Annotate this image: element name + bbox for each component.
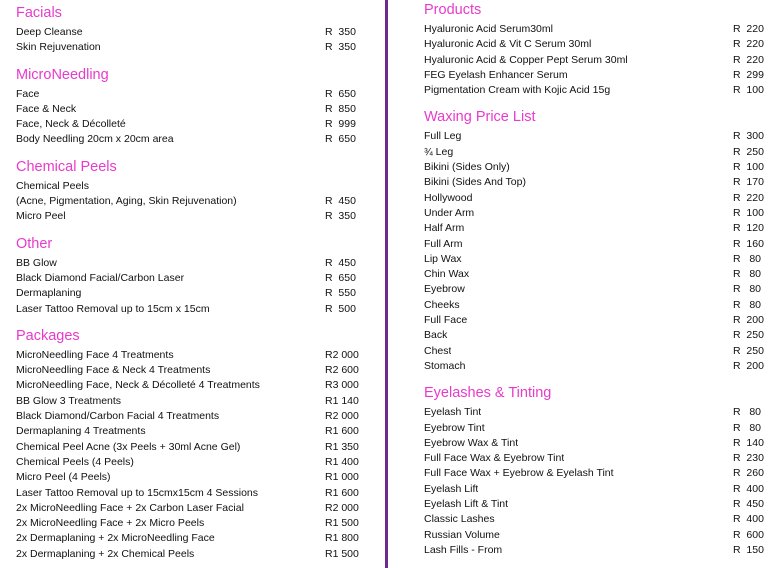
service-name: Eyelash Lift — [424, 482, 479, 495]
price-row — [16, 501, 361, 516]
price-row — [424, 191, 766, 206]
service-name: Bikini (Sides Only) — [424, 161, 510, 174]
price-row — [16, 179, 361, 194]
service-price: R 200 — [733, 314, 764, 327]
price-row — [16, 424, 361, 439]
service-price: R 250 — [733, 329, 764, 342]
service-price: R 220 — [733, 38, 764, 51]
service-price: R 80 — [733, 283, 762, 296]
price-row — [16, 547, 361, 562]
price-row — [424, 298, 766, 313]
price-row — [16, 25, 361, 40]
service-name: Micro Peel (4 Peels) — [16, 471, 111, 484]
service-name: Eyebrow Wax & Tint — [424, 436, 519, 449]
service-name: FEG Eyelash Enhancer Serum — [424, 68, 568, 81]
service-name: Laser Tattoo Removal up to 15cm x 15cm — [16, 302, 210, 315]
price-row — [16, 394, 361, 409]
price-row — [424, 344, 766, 359]
service-name: Micro Peel — [16, 210, 66, 223]
price-row — [424, 237, 766, 252]
price-row — [424, 359, 766, 374]
service-name: Laser Tattoo Removal up to 15cmx15cm 4 Sessions — [16, 486, 259, 499]
service-price: R 350 — [325, 210, 356, 223]
section-waxing-price-list — [424, 108, 766, 374]
service-price: R 550 — [325, 287, 356, 300]
service-name: Full Face Wax & Eyebrow Tint — [424, 452, 565, 465]
price-row — [424, 543, 766, 558]
section-title: Waxing Price List — [424, 109, 536, 126]
service-price: R 400 — [733, 482, 764, 495]
service-price: R 200 — [733, 359, 764, 372]
price-row — [424, 221, 766, 236]
section-title: Products — [424, 2, 482, 18]
section-chemical-peels — [16, 158, 361, 225]
service-price: R3 000 — [325, 379, 359, 392]
service-name: Back — [424, 329, 448, 342]
section-microneedling — [16, 66, 361, 148]
service-price: R 220 — [733, 53, 764, 66]
service-price: R 250 — [733, 145, 764, 158]
price-row — [424, 22, 766, 37]
section-eyelashes-tinting — [424, 384, 766, 558]
price-list-left-column — [16, 4, 361, 562]
service-name: Eyebrow — [424, 283, 465, 296]
price-row — [16, 102, 361, 117]
price-row — [424, 405, 766, 420]
service-name: Black Diamond/Carbon Facial 4 Treatments — [16, 410, 220, 423]
service-price: R 80 — [733, 406, 762, 419]
price-row — [424, 175, 766, 190]
service-name: Face & Neck — [16, 102, 77, 115]
service-name: Full Face — [424, 314, 468, 327]
service-name: Dermaplaning — [16, 287, 82, 300]
service-name: Chin Wax — [424, 268, 470, 281]
service-price: R 350 — [325, 41, 356, 54]
service-price: R2 000 — [325, 410, 359, 423]
section-title: Other — [16, 235, 53, 252]
service-price: R 350 — [325, 26, 356, 38]
service-name: Chemical Peel Acne (3x Peels + 30ml Acne Gel) — [16, 440, 241, 453]
section-title: MicroNeedling — [16, 66, 109, 83]
service-name: Hyaluronic Acid & Vit C Serum 30ml — [424, 38, 592, 51]
service-price: R 80 — [733, 252, 762, 265]
price-row — [16, 194, 361, 209]
price-row — [424, 436, 766, 451]
price-row — [16, 455, 361, 470]
service-price: R2 600 — [325, 364, 359, 377]
service-name: Lash Fills - From — [424, 543, 503, 556]
section-packages — [16, 327, 361, 562]
price-row — [16, 348, 361, 363]
service-name: Full Face Wax + Eyebrow & Eyelash Tint — [424, 467, 614, 480]
service-name: Hyaluronic Acid Serum30ml — [424, 23, 553, 35]
service-price: R 450 — [733, 498, 764, 511]
price-row — [424, 206, 766, 221]
service-price: R 140 — [733, 436, 764, 449]
service-price: R1 350 — [325, 440, 359, 453]
service-name: Full Arm — [424, 237, 463, 250]
price-row — [16, 486, 361, 501]
price-row — [16, 40, 361, 55]
service-price: R 100 — [733, 206, 764, 219]
price-row — [16, 302, 361, 317]
service-name: Lip Wax — [424, 252, 462, 265]
price-row — [16, 531, 361, 546]
service-price: R1 000 — [325, 471, 359, 484]
price-row — [16, 363, 361, 378]
service-name: BB Glow — [16, 256, 57, 269]
service-name: MicroNeedling Face 4 Treatments — [16, 348, 174, 361]
service-name: Skin Rejuvenation — [16, 41, 101, 54]
section-title: Eyelashes & Tinting — [424, 385, 552, 402]
price-row — [16, 209, 361, 224]
price-row — [16, 286, 361, 301]
price-row — [16, 87, 361, 102]
service-name: Chemical Peels (4 Peels) — [16, 455, 134, 468]
service-price: R 220 — [733, 191, 764, 204]
service-price: R 650 — [325, 133, 356, 146]
price-row — [424, 252, 766, 267]
price-row — [16, 516, 361, 531]
service-price: R2 000 — [325, 348, 359, 361]
section-other — [16, 235, 361, 317]
price-row — [424, 83, 766, 98]
service-price: R 100 — [733, 84, 764, 97]
service-price: R 650 — [325, 87, 356, 100]
service-price: R2 000 — [325, 501, 359, 514]
service-price: R 230 — [733, 452, 764, 465]
price-row — [424, 482, 766, 497]
service-name: (Acne, Pigmentation, Aging, Skin Rejuvenation) — [16, 195, 237, 208]
price-row — [424, 37, 766, 52]
price-row — [424, 528, 766, 543]
price-row — [424, 267, 766, 282]
service-price: R 600 — [733, 528, 764, 541]
service-name: Dermaplaning 4 Treatments — [16, 425, 146, 438]
price-row — [424, 145, 766, 160]
service-price: R1 500 — [325, 547, 359, 560]
service-price: R 100 — [733, 161, 764, 174]
service-name: Pigmentation Cream with Kojic Acid 15g — [424, 84, 611, 97]
service-price: R1 140 — [325, 394, 359, 407]
service-name: Eyelash Tint — [424, 406, 482, 419]
price-row — [16, 378, 361, 393]
service-price: R 999 — [325, 118, 356, 131]
price-row — [16, 256, 361, 271]
service-name: Bikini (Sides And Top) — [424, 176, 526, 189]
price-row — [424, 313, 766, 328]
price-row — [16, 271, 361, 286]
service-price: R 850 — [325, 102, 356, 115]
service-name: Full Leg — [424, 130, 462, 143]
price-row — [424, 68, 766, 83]
service-price: R 80 — [733, 268, 762, 281]
price-row — [424, 53, 766, 68]
price-row — [424, 451, 766, 466]
service-price: R 450 — [325, 195, 356, 208]
service-name: Stomach — [424, 359, 466, 372]
price-row — [424, 512, 766, 527]
service-name: Deep Cleanse — [16, 26, 83, 38]
service-name: Eyelash Lift & Tint — [424, 498, 509, 511]
service-name: 2x Dermaplaning + 2x Chemical Peels — [16, 547, 195, 560]
service-name: Face — [16, 87, 40, 100]
service-name: Body Needling 20cm x 20cm area — [16, 133, 174, 146]
service-price: R 170 — [733, 176, 764, 189]
service-price: R 220 — [733, 23, 764, 35]
service-name: 2x MicroNeedling Face + 2x Carbon Laser Facial — [16, 501, 244, 514]
service-price: R 299 — [733, 68, 764, 81]
price-row — [424, 328, 766, 343]
service-price: R 260 — [733, 467, 764, 480]
service-price: R1 800 — [325, 532, 359, 545]
price-row — [424, 282, 766, 297]
section-title: Packages — [16, 327, 80, 344]
service-price: R 80 — [733, 421, 762, 434]
section-title: Facials — [16, 5, 62, 21]
price-row — [16, 470, 361, 485]
service-price: R1 400 — [325, 455, 359, 468]
service-price: R 150 — [733, 543, 764, 556]
service-price: R1 500 — [325, 517, 359, 530]
service-name: Chemical Peels — [16, 179, 89, 192]
service-name: Under Arm — [424, 206, 475, 219]
service-name: 2x MicroNeedling Face + 2x Micro Peels — [16, 517, 205, 530]
service-price: R1 600 — [325, 486, 359, 499]
column-divider — [385, 0, 388, 568]
service-price: R 120 — [733, 222, 764, 235]
service-price: R 400 — [733, 513, 764, 526]
service-name: Classic Lashes — [424, 513, 495, 526]
service-price: R 500 — [325, 302, 356, 315]
service-name: Black Diamond Facial/Carbon Laser — [16, 271, 185, 284]
service-name: MicroNeedling Face, Neck & Décolleté 4 Treatments — [16, 379, 260, 392]
price-row — [16, 409, 361, 424]
price-row — [16, 117, 361, 132]
section-title: Chemical Peels — [16, 158, 117, 175]
service-price: R 160 — [733, 237, 764, 250]
service-name: 2x Dermaplaning + 2x MicroNeedling Face — [16, 532, 215, 545]
price-row — [424, 160, 766, 175]
service-price: R 300 — [733, 130, 764, 143]
service-name: Hollywood — [424, 191, 473, 204]
service-price: R 450 — [325, 256, 356, 269]
service-name: BB Glow 3 Treatments — [16, 394, 122, 407]
service-name: ¾ Leg — [424, 145, 454, 158]
service-name: Russian Volume — [424, 528, 500, 541]
price-list-right-column — [424, 1, 766, 558]
price-row — [16, 440, 361, 455]
service-price: R1 600 — [325, 425, 359, 438]
service-name: MicroNeedling Face & Neck 4 Treatments — [16, 364, 211, 377]
service-price: R 650 — [325, 271, 356, 284]
service-price: R 250 — [733, 344, 764, 357]
section-facials — [16, 4, 361, 56]
service-name: Half Arm — [424, 222, 465, 235]
service-name: Chest — [424, 344, 452, 357]
price-row — [424, 129, 766, 144]
service-name: Cheeks — [424, 298, 460, 311]
price-row — [424, 421, 766, 436]
service-name: Hyaluronic Acid & Copper Pept Serum 30ml — [424, 53, 628, 66]
service-price: R 80 — [733, 298, 762, 311]
price-row — [424, 497, 766, 512]
section-products — [424, 1, 766, 98]
price-row — [424, 466, 766, 481]
service-name: Face, Neck & Décolleté — [16, 118, 126, 131]
price-row — [16, 132, 361, 147]
service-name: Eyebrow Tint — [424, 421, 485, 434]
